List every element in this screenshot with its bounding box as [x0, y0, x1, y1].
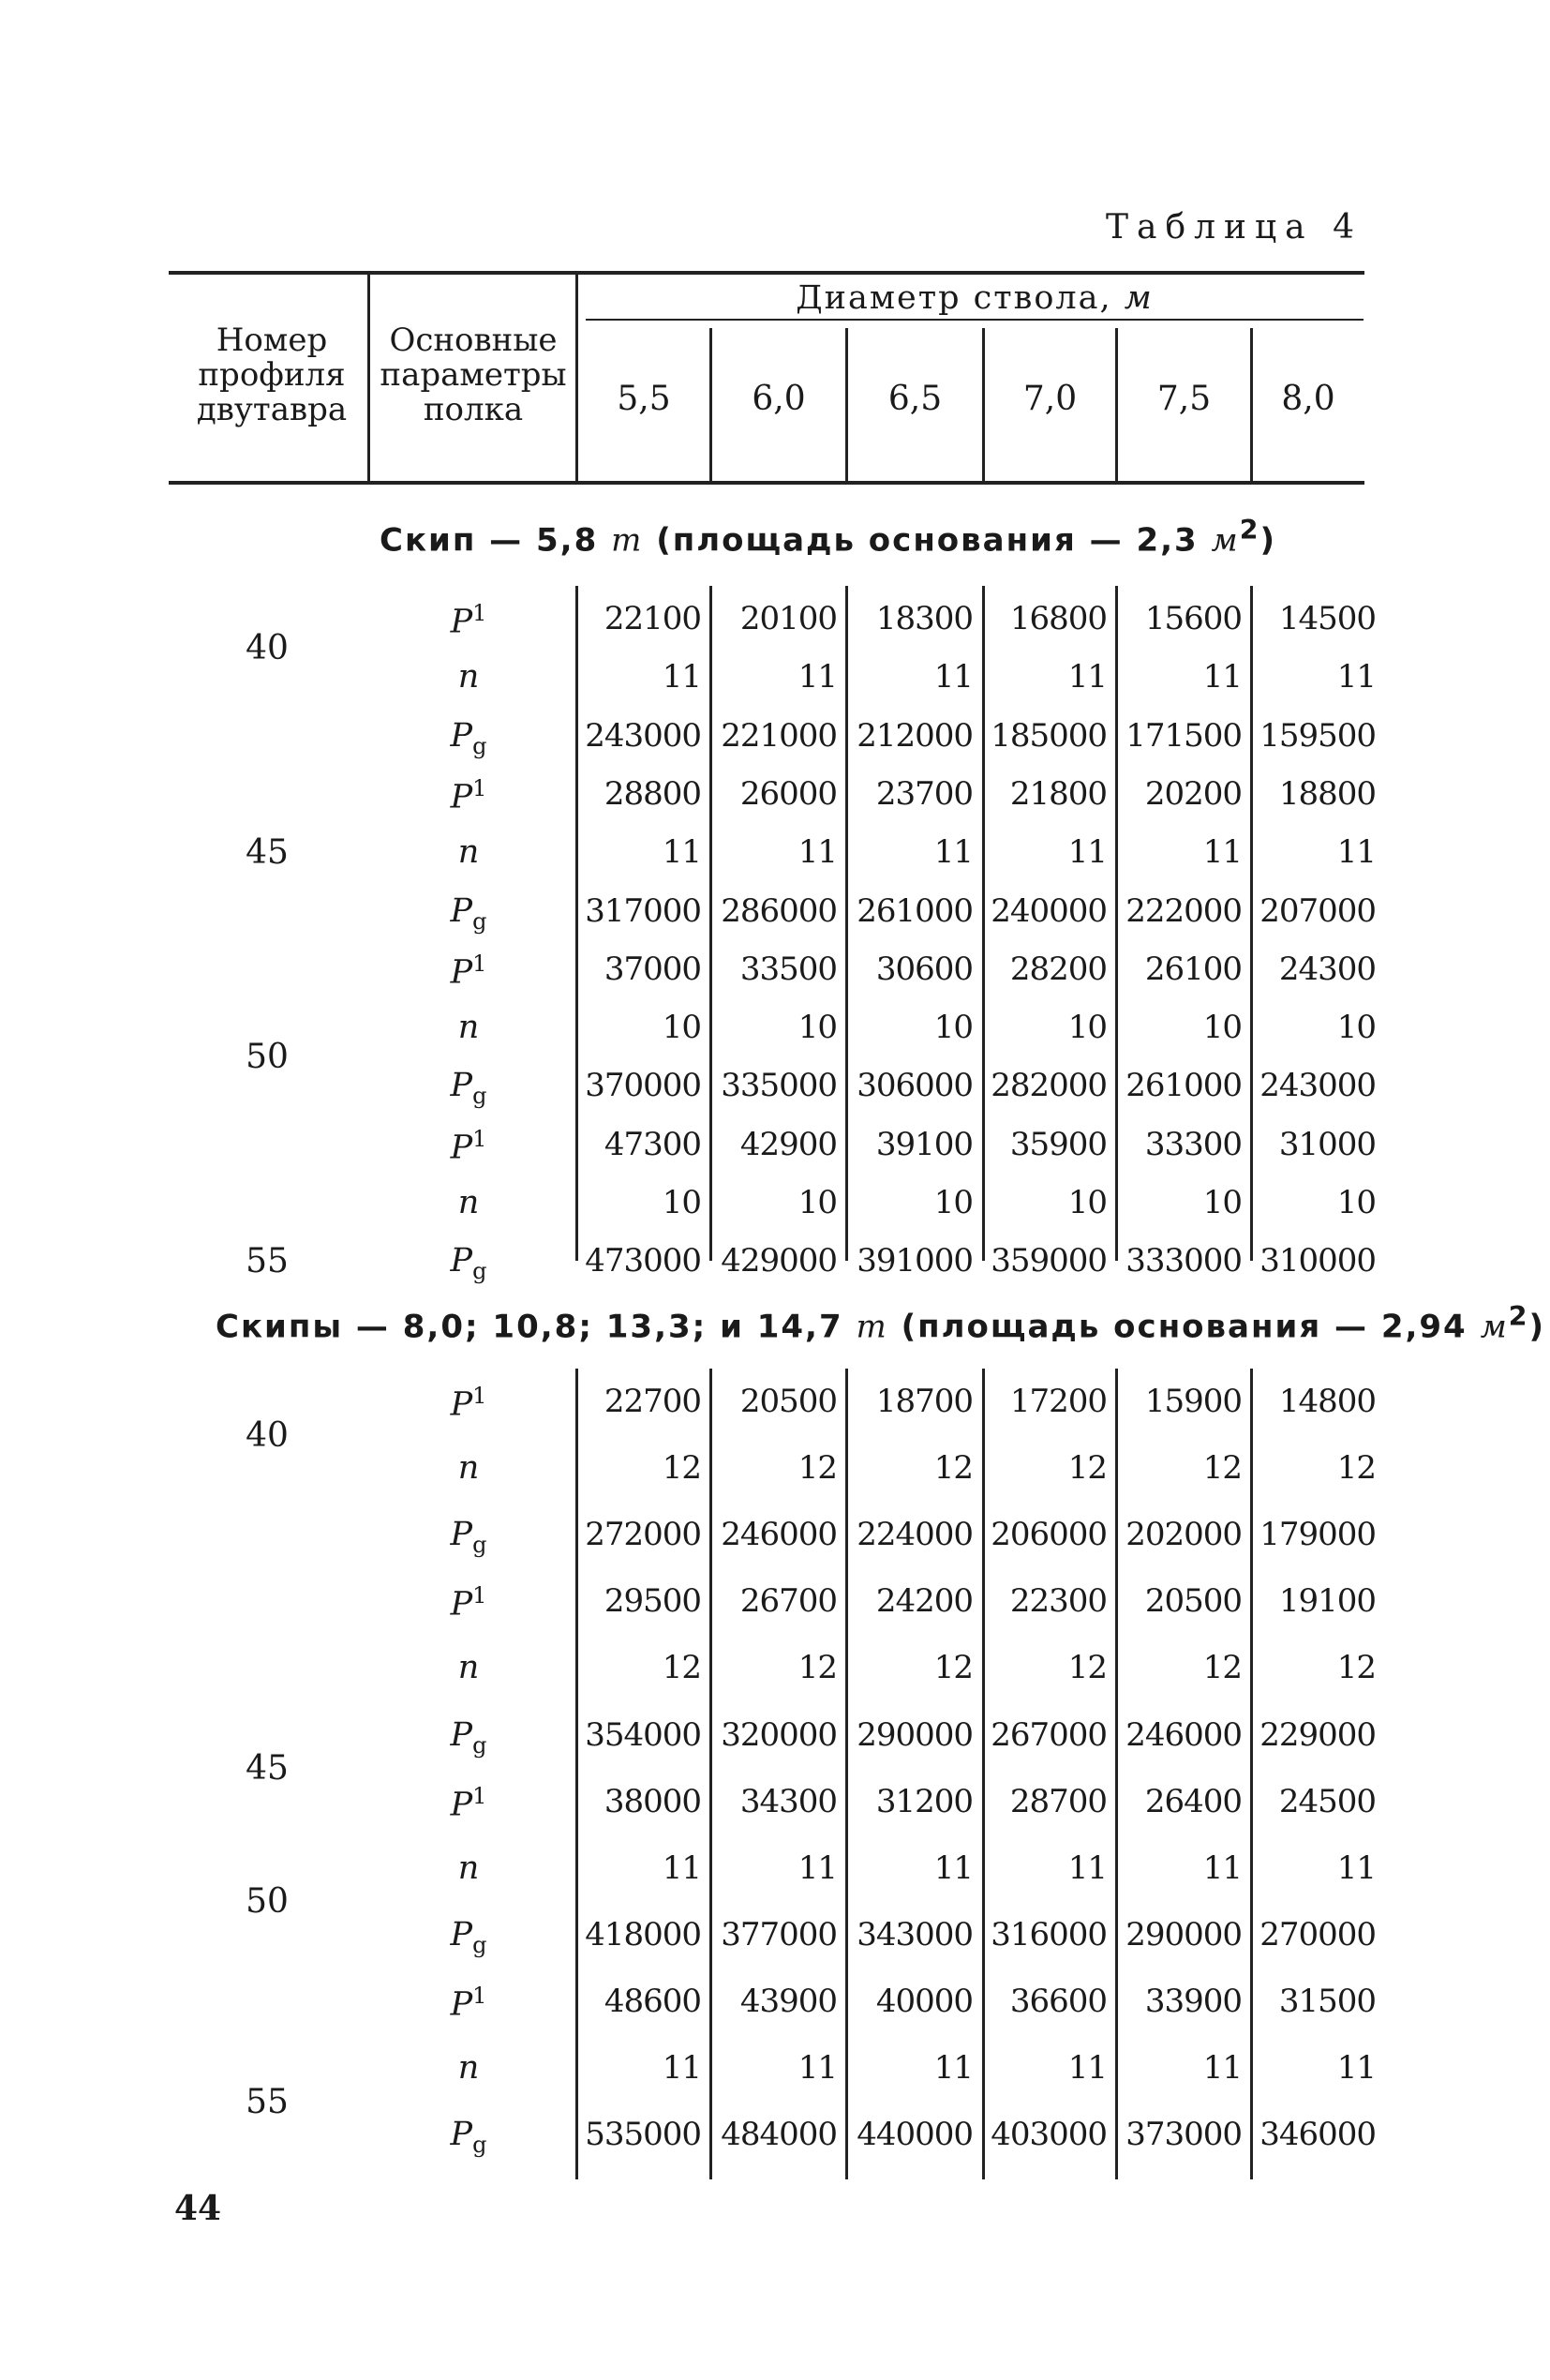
profile-label: 45	[246, 833, 289, 872]
table-cell: 28800	[604, 775, 701, 813]
table-cell: 171500	[1125, 717, 1242, 755]
page-number: 44	[174, 2189, 222, 2228]
parameter-letter: n	[457, 1184, 480, 1221]
parameter-symbol	[412, 1716, 525, 1759]
table-cell: 11	[797, 833, 837, 871]
diameter-col-4: 7,0	[1022, 380, 1078, 418]
profile-label: 55	[246, 1242, 289, 1280]
parameter-letter: P	[450, 717, 473, 755]
table-cell: 10	[933, 1184, 973, 1221]
table-cell: 391000	[857, 1242, 973, 1280]
table-cell: 11	[1202, 1849, 1242, 1887]
section-2-title: Скипы — 8,0; 10,8; 13,3; и 14,7 т (площадь основания — 2,94 $м^2$)	[216, 1301, 1546, 1346]
parameter-letter: P	[450, 1916, 473, 1953]
table-cell: 10	[662, 1009, 701, 1046]
table-cell: 22700	[604, 1383, 701, 1420]
table-cell: 10	[1067, 1009, 1107, 1046]
profile-label: 40	[246, 1416, 289, 1455]
table-cell: 28200	[1009, 951, 1107, 988]
parameter-letter: P	[450, 2116, 473, 2153]
table-cell: 202000	[1125, 1516, 1242, 1553]
table-cell: 10	[933, 1009, 973, 1046]
table-cell: 310000	[1259, 1242, 1376, 1280]
parameter-symbol	[412, 951, 525, 992]
table-cell: 47300	[604, 1126, 701, 1163]
table-cell: 26400	[1144, 1783, 1242, 1820]
parameter-symbol	[412, 658, 525, 696]
parameter-letter: n	[457, 1009, 480, 1046]
parameter-letter: P	[450, 1385, 473, 1424]
parameter-mark: 1	[472, 775, 487, 801]
table-cell: 11	[1336, 833, 1376, 871]
table-cell: 11	[1336, 2049, 1376, 2087]
table-cell: 11	[1067, 833, 1107, 871]
table-cell: 286000	[721, 892, 837, 930]
table-cell: 207000	[1259, 892, 1376, 930]
diameter-col-2: 6,0	[752, 380, 806, 418]
table-cell: 473000	[585, 1242, 701, 1280]
table-cell: 26100	[1144, 951, 1242, 988]
table-cell: 333000	[1125, 1242, 1242, 1280]
table-cell: 246000	[721, 1516, 837, 1553]
table-cell: 267000	[991, 1716, 1107, 1754]
table-cell: 26000	[739, 775, 837, 813]
table-cell: 535000	[585, 2116, 701, 2153]
parameter-mark: 1	[472, 1582, 487, 1609]
table-cell: 12	[1067, 1649, 1107, 1686]
parameter-letter: P	[450, 603, 473, 641]
table-cell: 10	[662, 1184, 701, 1221]
table-cell: 16800	[1009, 600, 1107, 637]
diameter-col-6: 8,0	[1281, 380, 1335, 418]
table-cell: 373000	[1125, 2116, 1242, 2153]
table-cell: 10	[797, 1184, 837, 1221]
table-cell: 243000	[585, 717, 701, 755]
diameter-col-5: 7,5	[1156, 380, 1212, 418]
diameter-underline	[586, 319, 1364, 321]
table-cell: 12	[662, 1649, 701, 1686]
parameter-symbol	[412, 1449, 525, 1487]
table-cell: 261000	[1125, 1067, 1242, 1104]
table-cell: 40000	[875, 1983, 973, 2020]
table-cell: 343000	[857, 1916, 973, 1953]
table-cell: 212000	[857, 717, 973, 755]
parameter-symbol	[412, 2049, 525, 2087]
table-cell: 11	[1067, 1849, 1107, 1887]
parameter-mark: g	[472, 1258, 487, 1284]
parameter-symbol	[412, 1649, 525, 1686]
parameter-symbol	[412, 1383, 525, 1424]
profile-label: 50	[246, 1882, 289, 1921]
parameter-mark: g	[472, 1532, 487, 1558]
parameter-symbol	[412, 1516, 525, 1558]
table-cell: 43900	[739, 1983, 837, 2020]
table-cell: 35900	[1009, 1126, 1107, 1163]
table-cell: 359000	[991, 1242, 1107, 1280]
table-cell: 15600	[1144, 600, 1242, 637]
table-cell: 14800	[1278, 1383, 1376, 1420]
table-cell: 11	[933, 658, 973, 696]
table-cell: 12	[1336, 1449, 1376, 1487]
table-cell: 17200	[1009, 1383, 1107, 1420]
table-cell: 28700	[1009, 1783, 1107, 1820]
table-cell: 29500	[604, 1582, 701, 1620]
table-cell: 11	[797, 658, 837, 696]
parameter-symbol	[412, 2116, 525, 2158]
table-cell: 320000	[721, 1716, 837, 1754]
table-cell: 290000	[857, 1716, 973, 1754]
table-cell: 354000	[585, 1716, 701, 1754]
parameter-symbol	[412, 1582, 525, 1624]
parameter-letter: P	[450, 1716, 473, 1754]
parameter-mark: 1	[472, 1983, 487, 2009]
header-top-rule	[169, 271, 1364, 275]
table-cell: 10	[1336, 1009, 1376, 1046]
table-cell: 11	[662, 658, 701, 696]
parameter-letter: n	[457, 2049, 480, 2087]
table-cell: 270000	[1259, 1916, 1376, 1953]
parameter-symbol	[412, 833, 525, 871]
table-cell: 12	[1202, 1449, 1242, 1487]
parameter-symbol	[412, 1916, 525, 1958]
table-cell: 12	[797, 1449, 837, 1487]
table-cell: 221000	[721, 717, 837, 755]
table-cell: 31000	[1278, 1126, 1376, 1163]
table-cell: 11	[1067, 2049, 1107, 2087]
table-cell: 10	[1067, 1184, 1107, 1221]
header-diameter: Диаметр ствола, м	[796, 279, 1154, 317]
parameter-letter: P	[450, 1985, 473, 2024]
table-cell: 12	[933, 1649, 973, 1686]
parameter-letter: P	[450, 892, 473, 930]
parameter-symbol	[412, 775, 525, 816]
table-cell: 370000	[585, 1067, 701, 1104]
table-cell: 20100	[739, 600, 837, 637]
table-cell: 429000	[721, 1242, 837, 1280]
table-cell: 418000	[585, 1916, 701, 1953]
table-cell: 243000	[1259, 1067, 1376, 1104]
table-cell: 33500	[739, 951, 837, 988]
parameter-letter: P	[450, 1516, 473, 1553]
table-caption: Таблица 4	[1106, 208, 1363, 247]
table-cell: 335000	[721, 1067, 837, 1104]
table-cell: 222000	[1125, 892, 1242, 930]
parameter-symbol	[412, 1983, 525, 2024]
parameter-mark: g	[472, 2132, 487, 2158]
header-divider-1	[367, 275, 370, 481]
table-cell: 240000	[991, 892, 1107, 930]
table-cell: 11	[933, 833, 973, 871]
table-cell: 11	[797, 1849, 837, 1887]
table-cell: 484000	[721, 2116, 837, 2153]
parameter-symbol	[412, 1783, 525, 1824]
profile-label: 40	[246, 629, 289, 667]
parameter-mark: 1	[472, 951, 487, 977]
table-cell: 23700	[875, 775, 973, 813]
table-cell: 30600	[875, 951, 973, 988]
parameter-symbol	[412, 1067, 525, 1109]
table-cell: 246000	[1125, 1716, 1242, 1754]
parameter-symbol	[412, 1009, 525, 1046]
table-cell: 31500	[1278, 1983, 1376, 2020]
table-cell: 11	[1336, 658, 1376, 696]
parameter-letter: P	[450, 778, 473, 816]
table-cell: 12	[797, 1649, 837, 1686]
table-cell: 403000	[991, 2116, 1107, 2153]
table-cell: 12	[1336, 1649, 1376, 1686]
parameter-letter: P	[450, 1242, 473, 1280]
table-cell: 11	[1067, 658, 1107, 696]
table-cell: 261000	[857, 892, 973, 930]
section-1-title: Скип — 5,8 т (площадь основания — 2,3 $м^2$)	[380, 515, 1276, 560]
table-cell: 224000	[857, 1516, 973, 1553]
table-cell: 12	[1202, 1649, 1242, 1686]
table-cell: 22300	[1009, 1582, 1107, 1620]
table-cell: 10	[1202, 1009, 1242, 1046]
parameter-symbol	[412, 600, 525, 641]
table-cell: 10	[797, 1009, 837, 1046]
table-cell: 18800	[1278, 775, 1376, 813]
parameter-mark: 1	[472, 600, 487, 626]
parameter-mark: 1	[472, 1383, 487, 1409]
table-cell: 206000	[991, 1516, 1107, 1553]
parameter-letter: n	[457, 658, 480, 696]
table-cell: 12	[1067, 1449, 1107, 1487]
table-cell: 26700	[739, 1582, 837, 1620]
header-bottom-rule	[169, 481, 1364, 485]
table-cell: 272000	[585, 1516, 701, 1553]
table-cell: 18300	[875, 600, 973, 637]
table-cell: 37000	[604, 951, 701, 988]
table-cell: 11	[933, 1849, 973, 1887]
header-divider-2	[575, 275, 578, 481]
parameter-letter: n	[457, 833, 480, 871]
table-cell: 185000	[991, 717, 1107, 755]
table-cell: 11	[797, 2049, 837, 2087]
table-cell: 38000	[604, 1783, 701, 1820]
parameter-mark: g	[472, 733, 487, 759]
parameter-letter: P	[450, 1129, 473, 1167]
table-cell: 317000	[585, 892, 701, 930]
table-cell: 20200	[1144, 775, 1242, 813]
table-cell: 306000	[857, 1067, 973, 1104]
parameter-symbol	[412, 1242, 525, 1284]
parameter-letter: n	[457, 1649, 480, 1686]
table-cell: 42900	[739, 1126, 837, 1163]
table-cell: 33300	[1144, 1126, 1242, 1163]
table-cell: 33900	[1144, 1983, 1242, 2020]
table-cell: 39100	[875, 1126, 973, 1163]
table-cell: 36600	[1009, 1983, 1107, 2020]
table-cell: 159500	[1259, 717, 1376, 755]
parameter-symbol	[412, 1849, 525, 1887]
profile-label: 50	[246, 1038, 289, 1076]
table-cell: 346000	[1259, 2116, 1376, 2153]
table-cell: 24200	[875, 1582, 973, 1620]
table-cell: 21800	[1009, 775, 1107, 813]
parameter-letter: n	[457, 1449, 480, 1487]
parameter-letter: P	[450, 953, 473, 992]
table-cell: 11	[933, 2049, 973, 2087]
parameter-mark: g	[472, 1732, 487, 1759]
parameter-mark: g	[472, 1083, 487, 1109]
header-parameters: Основные параметры полка	[380, 322, 567, 428]
table-cell: 19100	[1278, 1582, 1376, 1620]
table-cell: 11	[662, 833, 701, 871]
table-cell: 11	[1202, 2049, 1242, 2087]
table-cell: 290000	[1125, 1916, 1242, 1953]
table-cell: 12	[933, 1449, 973, 1487]
parameter-letter: n	[457, 1849, 480, 1887]
parameter-symbol	[412, 1184, 525, 1221]
table-cell: 18700	[875, 1383, 973, 1420]
table-cell: 11	[1202, 833, 1242, 871]
table-cell: 10	[1202, 1184, 1242, 1221]
parameter-symbol	[412, 1126, 525, 1167]
table-cell: 31200	[875, 1783, 973, 1820]
table-cell: 440000	[857, 2116, 973, 2153]
parameter-mark: g	[472, 908, 487, 935]
table-cell: 22100	[604, 600, 701, 637]
parameter-letter: P	[450, 1786, 473, 1824]
table-cell: 11	[662, 1849, 701, 1887]
table-cell: 15900	[1144, 1383, 1242, 1420]
table-cell: 10	[1336, 1184, 1376, 1221]
table-cell: 48600	[604, 1983, 701, 2020]
diameter-col-3: 6,5	[887, 380, 943, 418]
table-cell: 229000	[1259, 1716, 1376, 1754]
table-cell: 11	[1336, 1849, 1376, 1887]
parameter-symbol	[412, 892, 525, 935]
table-cell: 34300	[739, 1783, 837, 1820]
parameter-letter: P	[450, 1067, 473, 1104]
table-cell: 11	[662, 2049, 701, 2087]
diameter-col-1: 5,5	[617, 380, 671, 418]
table-cell: 282000	[991, 1067, 1107, 1104]
table-cell: 11	[1202, 658, 1242, 696]
parameter-mark: 1	[472, 1126, 487, 1152]
table-cell: 377000	[721, 1916, 837, 1953]
parameter-letter: P	[450, 1585, 473, 1624]
parameter-symbol	[412, 717, 525, 759]
profile-label: 55	[246, 2083, 289, 2121]
header-profile-number: Номер профиля двутавра	[196, 322, 348, 428]
parameter-mark: g	[472, 1932, 487, 1958]
table-cell: 20500	[1144, 1582, 1242, 1620]
table-cell: 316000	[991, 1916, 1107, 1953]
profile-label: 45	[246, 1749, 289, 1788]
table-cell: 14500	[1278, 600, 1376, 637]
table-cell: 24300	[1278, 951, 1376, 988]
table-cell: 20500	[739, 1383, 837, 1420]
table-cell: 179000	[1259, 1516, 1376, 1553]
table-cell: 12	[662, 1449, 701, 1487]
parameter-mark: 1	[472, 1783, 487, 1809]
table-cell: 24500	[1278, 1783, 1376, 1820]
